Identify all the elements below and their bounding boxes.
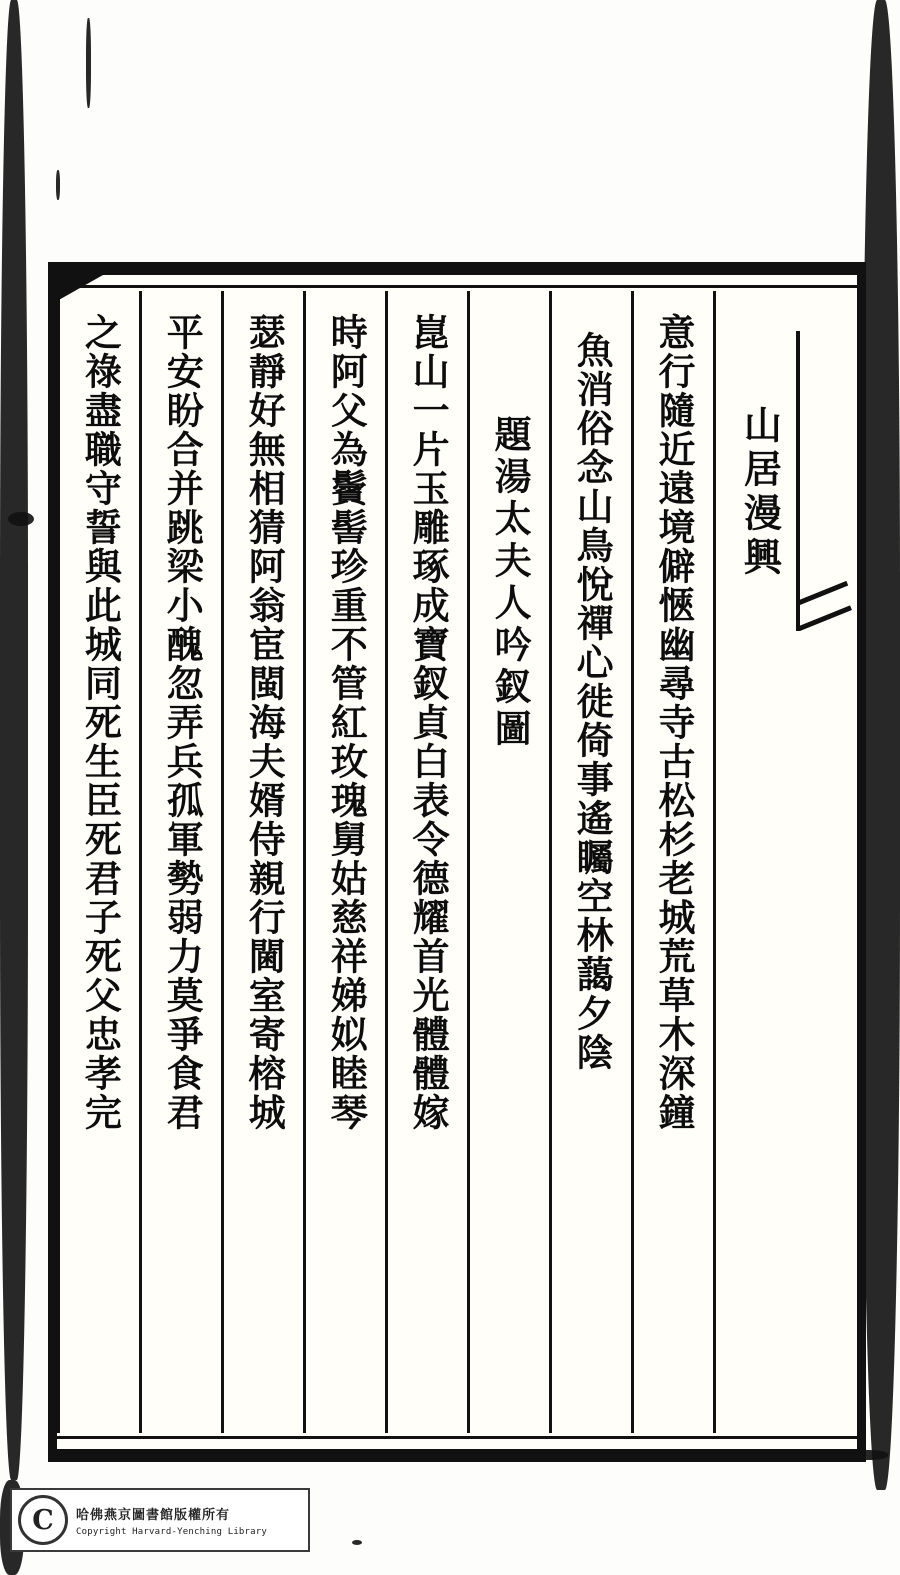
column-text: 題湯太夫人吟釵圖 — [488, 415, 533, 751]
column-title — [713, 291, 803, 1433]
copyright-icon: C — [18, 1495, 68, 1545]
scan-artifact — [862, 0, 900, 1490]
column-text: 時阿父為鬢髻珍重不管紅玫瑰舅姑慈祥娣姒睦琴 — [324, 313, 369, 1132]
column-text: 平安盼合并跳梁小醜忽弄兵孤軍勢弱力莫爭食君 — [160, 313, 205, 1132]
column-text: 魚消俗念山鳥悅禪心徙倚事遙矚空林藹夕陰 — [570, 331, 615, 1072]
column-text: 瑟靜好無相猜阿翁宦閩海夫婿侍親行閫室寄榕城 — [242, 313, 287, 1132]
scan-artifact — [86, 18, 91, 108]
column-verse-3 — [385, 291, 467, 1433]
column-verse-7 — [57, 291, 139, 1433]
frame-inner-rule-bottom — [57, 1436, 857, 1439]
column-text: 意行隨近遠境僻愜幽尋寺古松杉老城荒草木深鐘 — [652, 313, 697, 1132]
column-verse-1 — [631, 291, 713, 1433]
column-verse-5 — [221, 291, 303, 1433]
text-columns — [57, 291, 857, 1433]
stamp-chinese-text: 哈佛燕京圖書館版權所有 — [76, 1507, 231, 1523]
column-heading — [467, 291, 549, 1433]
stamp-text-group — [76, 1504, 267, 1537]
column-text: 崑山一片玉雕琢成寶釵貞白表令德耀首光體體嫁 — [406, 313, 451, 1132]
margin-angle-ornament — [796, 331, 860, 631]
scan-artifact — [8, 512, 34, 526]
column-verse-2 — [549, 291, 631, 1433]
stamp-english-text: Copyright Harvard-Yenching Library — [76, 1526, 268, 1537]
column-verse-6 — [139, 291, 221, 1433]
scan-artifact — [0, 0, 28, 1480]
column-blank-right — [802, 291, 857, 1433]
page-title: 山居漫興 — [737, 405, 783, 581]
frame-inner-rule-top — [57, 285, 857, 288]
scan-artifact — [56, 170, 60, 200]
column-verse-4 — [303, 291, 385, 1433]
text-block-frame — [48, 262, 866, 1462]
scan-artifact — [352, 1540, 362, 1545]
library-copyright-stamp — [10, 1488, 310, 1552]
column-text: 之祿盡職守誓與此城同死生臣死君子死父忠孝完 — [78, 313, 123, 1132]
